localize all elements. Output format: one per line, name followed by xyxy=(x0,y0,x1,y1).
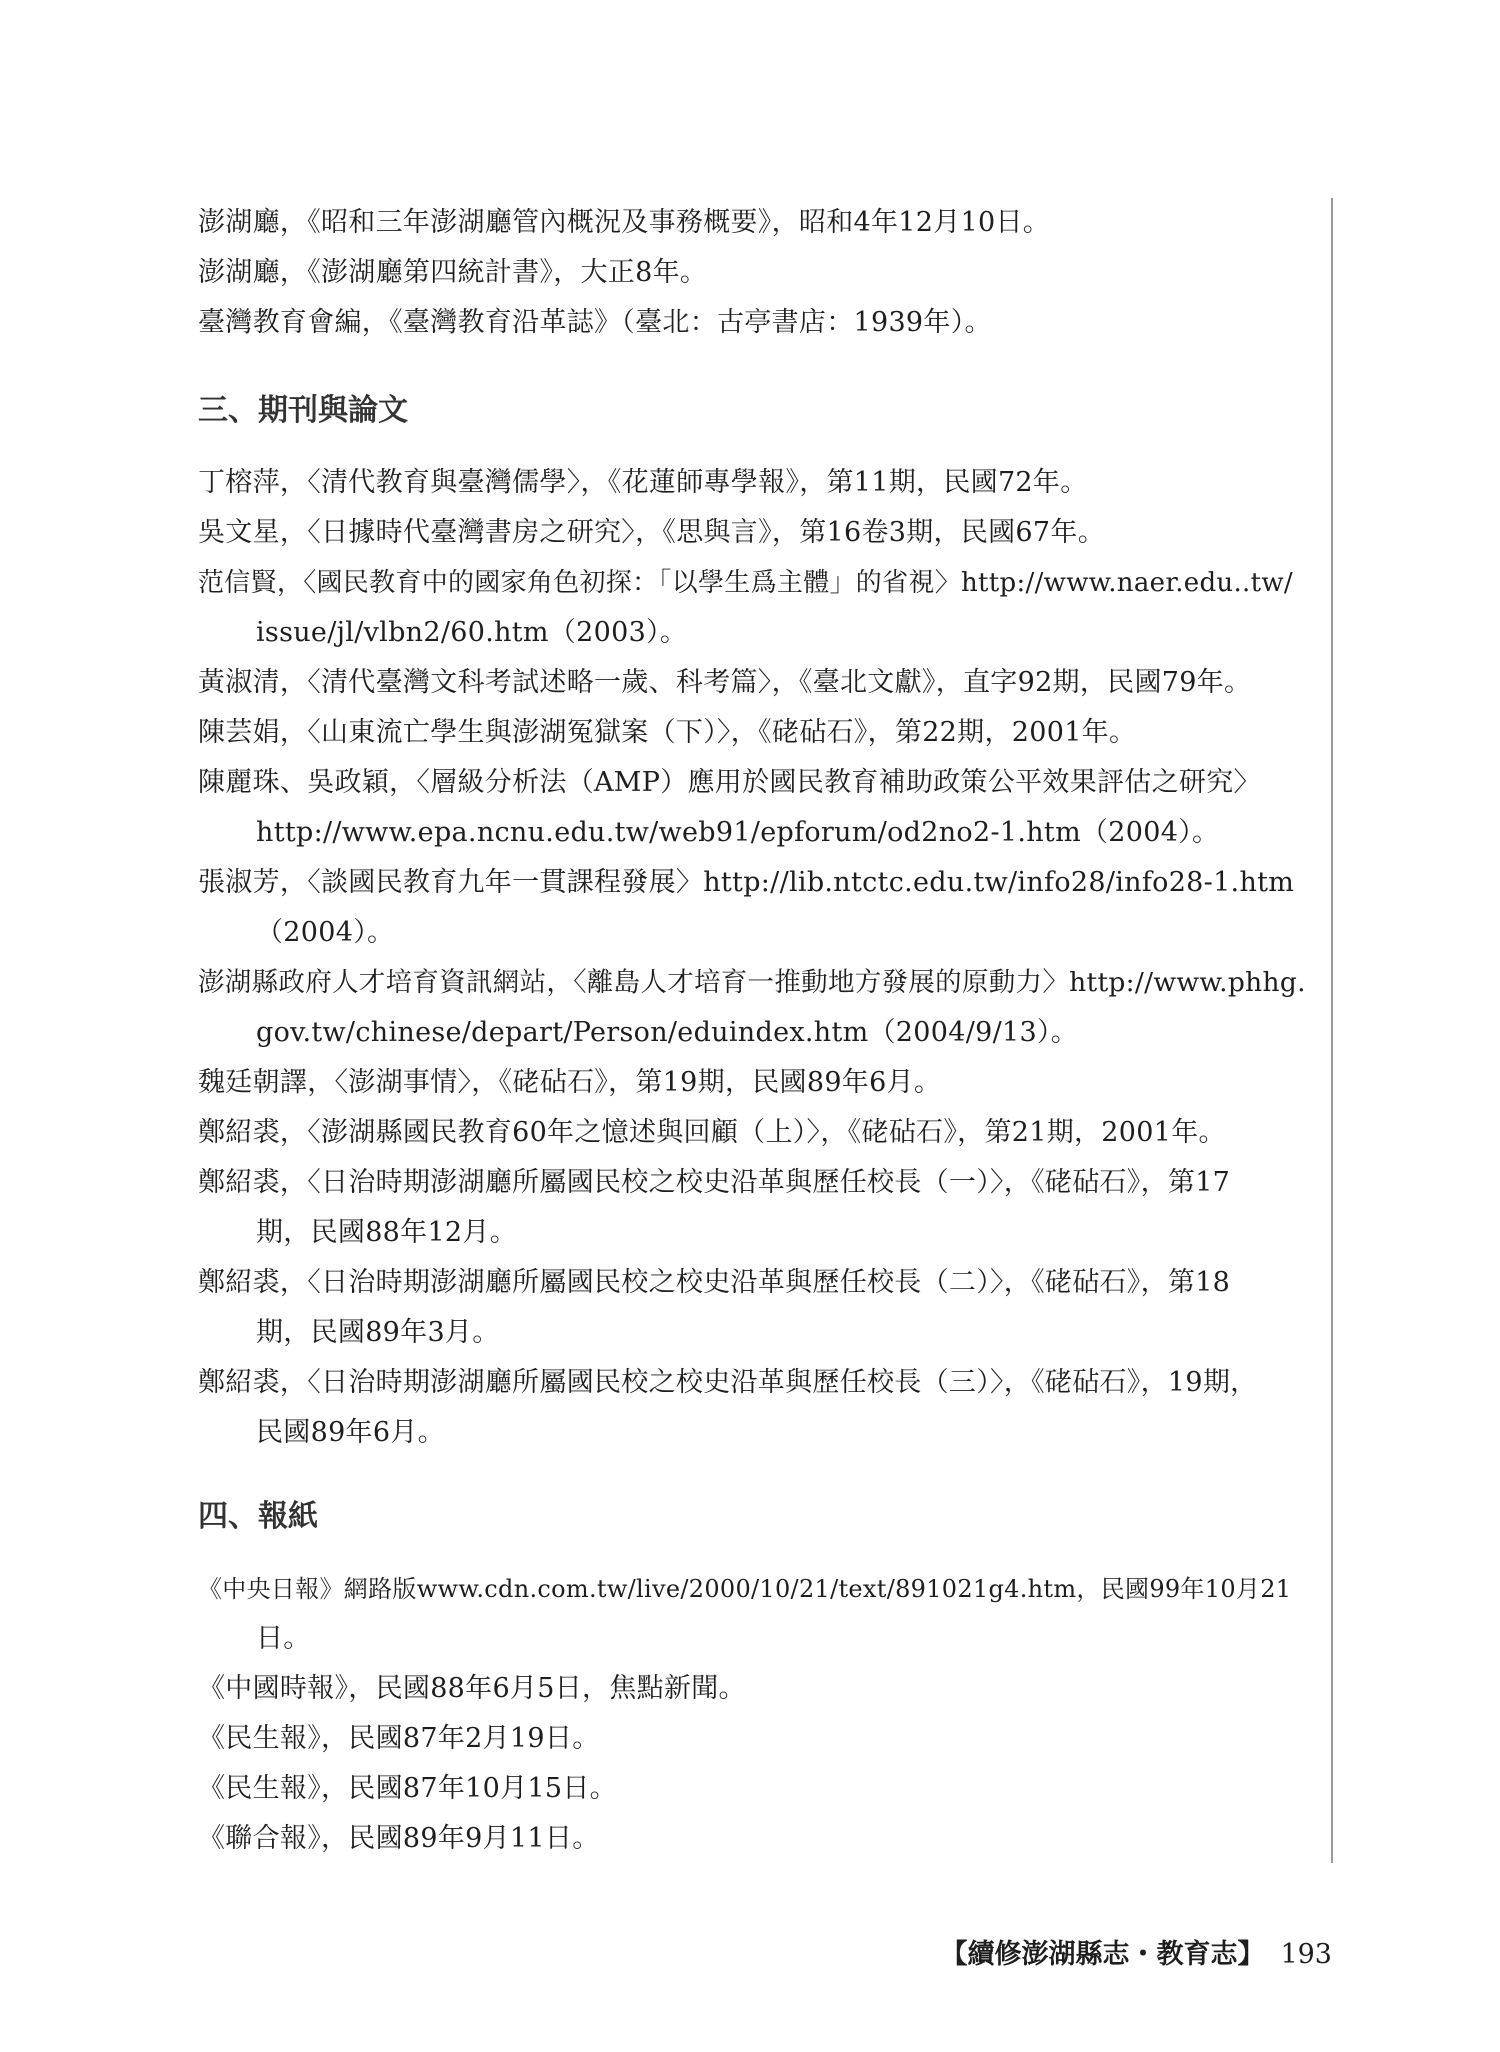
reference-entry: 《中國時報》，民國88年6月5日，焦點新聞。 xyxy=(198,1673,746,1704)
reference-entry: 鄭紹裘，〈日治時期澎湖廳所屬國民校之校史沿革與歷任校長（三）〉，《硓砧石》，19期， xyxy=(198,1367,1258,1398)
reference-entry: 鄭紹裘，〈日治時期澎湖廳所屬國民校之校史沿革與歷任校長（二）〉，《硓砧石》，第18 xyxy=(198,1267,1231,1298)
section-heading-journals: 三、期刊與論文 xyxy=(198,393,408,428)
reference-entry: 鄭紹裘，〈日治時期澎湖廳所屬國民校之校史沿革與歷任校長（一）〉，《硓砧石》，第17 xyxy=(198,1167,1231,1198)
reference-entry: 臺灣教育會編，《臺灣教育沿革誌》（臺北：古亭書店：1939年）。 xyxy=(198,307,992,338)
journals-list xyxy=(198,458,1308,1458)
reference-entry-continued: http://www.epa.ncnu.edu.tw/web91/epforum/od2no2-1.htm（2004）。 xyxy=(256,817,1220,848)
reference-entry: 《中央日報》網路版www.cdn.com.tw/live/2000/10/21/text/891021g4.htm，民國99年10月21 xyxy=(198,1575,1292,1603)
page-number: 193 xyxy=(1280,1939,1332,1970)
reference-entry-continued: 期，民國88年12月。 xyxy=(256,1217,518,1248)
reference-entry: 吳文星，〈日據時代臺灣書房之研究〉，《思與言》，第16卷3期，民國67年。 xyxy=(198,517,1105,548)
reference-entry: 張淑芳，〈談國民教育九年一貫課程發展〉http://lib.ntctc.edu.tw/info28/info28-1.htm xyxy=(198,867,1295,898)
page-body xyxy=(198,198,1308,1864)
reference-entry: 黃淑清，〈清代臺灣文科考試述略一歲、科考篇〉，《臺北文獻》，直字92期，民國79年。 xyxy=(198,667,1252,698)
reference-entry-continued: （2004）。 xyxy=(256,917,395,948)
newspapers-list xyxy=(198,1564,1308,1864)
reference-entry: 范信賢，〈國民教育中的國家角色初探：「以學生爲主體」的省視〉http://www.naer.edu..tw/ xyxy=(198,568,1293,598)
margin-rule xyxy=(1331,198,1333,1863)
reference-entry: 《聯合報》，民國89年9月11日。 xyxy=(198,1823,600,1854)
reference-entry: 丁榕萍，〈清代教育與臺灣儒學〉，《花蓮師專學報》，第11期，民國72年。 xyxy=(198,467,1088,498)
reference-entry: 澎湖廳，《澎湖廳第四統計書》，大正8年。 xyxy=(198,257,708,288)
reference-entry: 鄭紹裘，〈澎湖縣國民教育60年之憶述與回顧（上）〉，《硓砧石》，第21期，2001年。 xyxy=(198,1117,1226,1148)
running-title: 【續修澎湖縣志・教育志】 xyxy=(940,1939,1265,1970)
reference-entry-continued: 民國89年6月。 xyxy=(256,1417,445,1448)
reference-entry-continued: 日。 xyxy=(256,1623,311,1654)
reference-entry: 陳芸娟，〈山東流亡學生與澎湖冤獄案（下）〉，《硓砧石》，第22期，2001年。 xyxy=(198,717,1137,748)
reference-entry-continued: issue/jl/vlbn2/60.htm（2003）。 xyxy=(256,617,688,648)
page-footer xyxy=(940,1932,1332,1971)
reference-entry: 陳麗珠、吳政穎，〈層級分析法（AMP）應用於國民教育補助政策公平效果評估之研究〉 xyxy=(198,767,1261,798)
reference-entry: 《民生報》，民國87年10月15日。 xyxy=(198,1773,617,1804)
reference-entry: 澎湖廳，《昭和三年澎湖廳管內概況及事務概要》，昭和4年12月10日。 xyxy=(198,207,1051,238)
reference-entry: 魏廷朝譯，〈澎湖事情〉，《硓砧石》，第19期，民國89年6月。 xyxy=(198,1067,942,1098)
reference-entry-continued: 期，民國89年3月。 xyxy=(256,1317,500,1348)
reference-entry: 《民生報》，民國87年2月19日。 xyxy=(198,1723,600,1754)
reference-entry: 澎湖縣政府人才培育資訊網站，〈離島人才培育一推動地方發展的原動力〉http://www.phhg. xyxy=(198,967,1306,998)
reference-entry-continued: gov.tw/chinese/depart/Person/eduindex.htm（2004/9/13）。 xyxy=(256,1017,1079,1048)
section-heading-newspapers: 四、報紙 xyxy=(198,1499,318,1534)
archives-list xyxy=(198,198,1308,348)
